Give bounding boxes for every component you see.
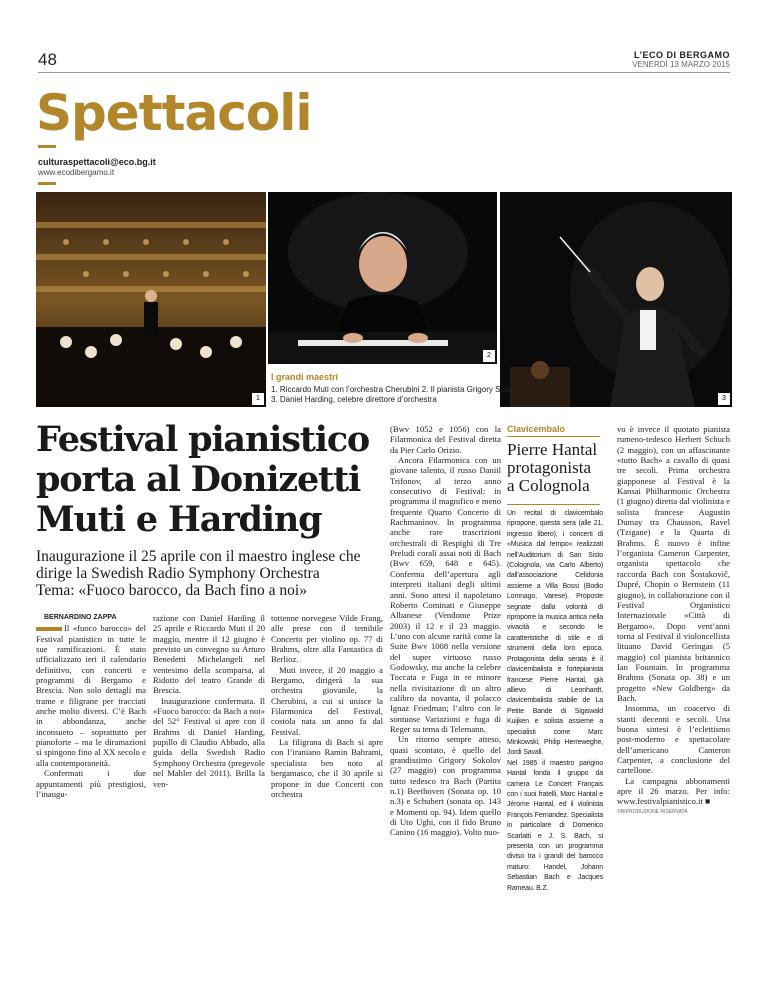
paragraph: Inaugurazione confermata. Il «Fuoco barocco: da Bach a noi» del 52° Festival si apre con il Brahms di Daniel Harding, pupillo di Claudio Abbado, alla guida della Swedish Radio Symphony Orchestra (pregevole nel Mahler del 2011). Brilla la ven- <box>153 695 265 789</box>
top-divider <box>38 72 730 73</box>
article-column-1 <box>36 613 146 799</box>
lead-marker <box>36 627 62 631</box>
sidebar-kicker: Clavicembalo <box>507 424 566 434</box>
photo-label-1: 1 <box>252 393 264 405</box>
paragraph: La filigrana di Bach si apre con l’iraniano Ramin Bahrami, specialista ben noto al bergamasco, che il 30 aprile si propone in due Concerti con orchestra <box>271 737 383 799</box>
article-column-3 <box>271 613 383 799</box>
headline-line-1: Festival pianistico <box>36 419 370 460</box>
section-website[interactable]: www.ecodibergamo.it <box>38 168 115 177</box>
photo-label-2: 2 <box>483 350 495 362</box>
sidebar-divider-lower <box>507 504 600 505</box>
caption-heading: I grandi maestri <box>271 372 339 382</box>
photo-label-3: 3 <box>718 393 730 405</box>
paragraph: Insomma, un coacervo di stanti decenni e secoli. Una buona sintesi è l’eclettismo post-moderno e spettacolare dell’americano Cameron Carpenter, a conclusione del cartellone. <box>617 703 730 776</box>
subhead-text: Inaugurazione il 25 aprile con il maestro inglese che dirige la Swedish Radio Symphony Orchestra <box>36 548 361 582</box>
paragraph: Confermati i due appuntamenti più prestigiosi, l’inaugu- <box>36 768 146 799</box>
paragraph: Un ritorno sempre atteso, quasi scontato, è quello del grandissimo Grigory Sokolov (27 maggio) con programma tutto tedesco tra Bach (Partita n.1) Beethoven (Sonata op. 10 n.3) e Schubert (sonata op. 143 e Momenti op. 94). Idem quello di Uto Ughi, con il fido Bruno Canino (16 maggio). Volto nuo- <box>390 734 501 838</box>
section-accent-bar <box>38 145 56 148</box>
photo-harding-conductor <box>500 192 732 407</box>
paragraph: La campagna abbonamenti apre il 26 marzo. Per info: www.festivalpianistico.it ■ <box>617 775 730 807</box>
newspaper-name: L’ECO DI BERGAMO <box>633 50 730 60</box>
article-byline: BERNARDINO ZAPPA <box>44 614 117 621</box>
page-number: 48 <box>38 50 57 69</box>
paragraph: Ancora Filarmonica con un giovane talento, il russo Daniil Trifonov, al terzo anno consecutivo di Festival: in programma il magnifico e meno frequente Quarto Concerto di Rachmaninov. In programma anche rare trascrizioni orchestrali di Respighi di Tre Preludi corali assai noti di Bach (Bwv 659, 648 e 645). Conferma dell’apertura agli interpreti italiani degli ultimi anni. Sono attesi il napoletano Roberto Cominati e Giuseppe Albanese (Vendome Prize 2003) il 12 e il 23 maggio. L’uno con alcune rarità come la Suite Bwv 1008 nella versione del super virtuoso russo Godowsky, ma anche la celebre Toccata e Fuga in re minore nella rivisitazione di un altro calibro da novanta, il polacco Ignaz Friedman; l’altro con le sontuose Variazioni e fuga di Reger su tema di Telemann. <box>390 455 501 734</box>
paragraph: Muti invece, il 20 maggio a Bergamo, dirigerà la sua orchestra giovanile, la Cherubini, a cui si unisce la Filarmonica del Festival, costola nata un anno fa dal Festival. <box>271 664 383 737</box>
article-column-4 <box>390 424 501 838</box>
article-column-2 <box>153 613 265 789</box>
sidebar-title: Pierre Hantal protagonista a Colognola <box>507 440 598 495</box>
subhead-theme: Tema: «Fuoco barocco, da Bach fino a noi» <box>36 582 307 599</box>
sidebar-paragraph: Nel 1985 il maestro parigino Hantal fonda il gruppo da camera Le Concert Français con i suoi fratelli, Marc Hantal e Jérome Hantal, ed il violinista François Fernandez. Specialista in particolare di Domenico Scarlatti e J. S. Bach, si presenta con un programma diviso tra i grandi del barocco maturo: Handel, Johann Sebastian Bach e Jacques Rameau. B.Z. <box>507 759 603 892</box>
section-title: Spettacoli <box>36 84 312 142</box>
paragraph: vo è invece il quotato pianista rumeno-tedesco Herbert Schuch (2 maggio), con un affascinante «tutto Bach» a cavallo di quasi tre secoli. Prima orchestra giapponese al Festival è la Kansai Philharmonic Orchestra (1 giugno) diretta dal violinista e solista francese Augustin Dumay tra Chausson, Ravel (Tzigane) e la Quarta di Brahms. È nuovo è infine l’organista Cameron Carpenter, organista spettacolo che raccorda Bach con Šostakovič, Dupré, Chopin o Bernstein (11 giugno), in collaborazione con il Festival Organistico Internazionale «Città di Bergamo». Dopo vent’anni torna al Festival il violoncellista lituano David Geringas (5 maggio) col pianista britannico Ian Fountain. In programma Brahms (Sonata op. 38) e un progetto «New Goldberg» da Bach. <box>617 424 730 703</box>
section-email[interactable]: culturaspettacoli@eco.bg.it <box>38 157 156 167</box>
article-headline <box>36 420 376 540</box>
headline-line-3: Muti e Harding <box>36 499 322 540</box>
sidebar-paragraph: Un recital di clavicembalo ripropone, questa sera (alle 21, ingresso libero), i concerti di «Musica dal tempo» realizzati nell’Auditorium di San Sisto (Colognola, via Carlo Alberto) dall’associazione Celidonia assieme a Villa Bossi (Bodio Lomnago, Varese). Proposte segnate dalla volontà di riproporre la musica antica nella vivacità e secondo le caratteristiche di stile e di strumenti della loro epoca. Protagonista della serata è il clavicembalista e fortepianista francese Pierre Hantal, già allievo di Leonhardt, clavicembalista stabile de La Petite Bande di Sigiswald Kuijken e solista assieme a specialisti come Marc Minkowski, Philip Herreweghe, Jordi Savall. <box>507 510 603 757</box>
paragraph: razione con Daniel Harding il 25 aprile e Riccardo Muti il 20 maggio, mentre il 12 giugno è previsto un convegno su Arturo Benedetti Michelangeli nel ventesimo della scomparsa, al Ridotto del teatro Grande di Brescia. <box>153 613 265 696</box>
copyright-notice: ©RIPRODUZIONE RISERVATA <box>617 808 688 815</box>
paragraph: Il «fuoco barocco» del Festival pianistico in tutte le sue ramificazioni. È stato ufficializzato ieri il calendario definitivo, con concerti e programmi di Bergamo e Brescia. Non solo dettagli ma trame e filigrane per tracciati anche molto diversi. C’è Bach in abbondanza, anche inconsueto – soprattutto per pianoforte – ma le diramazioni si spingono fino al XX secolo e alla contemporaneità. <box>36 623 146 768</box>
sidebar-body <box>507 509 603 894</box>
article-subhead <box>36 548 376 599</box>
photo-sokolov-piano <box>268 192 497 364</box>
caption-line-1: 1. Riccardo Muti con l’orchestra Cherubini 2. Il pianista Grigory Sokolov <box>271 385 524 394</box>
section-accent-bar-lower <box>38 182 56 185</box>
caption-line-2: 3. Daniel Harding, celebre direttore d’orchestra <box>271 395 437 404</box>
paragraph: (Bwv 1052 e 1056) con la Filarmonica del Festival diretta da Pier Carlo Orizio. <box>390 424 501 455</box>
photo-muti-orchestra <box>36 192 266 407</box>
article-column-5 <box>617 424 730 817</box>
paragraph: tottenne norvegese Vilde Frang, alle prese con il temibile Concerto per violino op. 77 di Brahms, oltre alla Fantastica di Berlioz. <box>271 613 383 665</box>
sidebar-divider <box>507 436 600 437</box>
headline-line-2: porta al Donizetti <box>36 459 361 500</box>
issue-date: VENERDÌ 13 MARZO 2015 <box>632 60 730 69</box>
